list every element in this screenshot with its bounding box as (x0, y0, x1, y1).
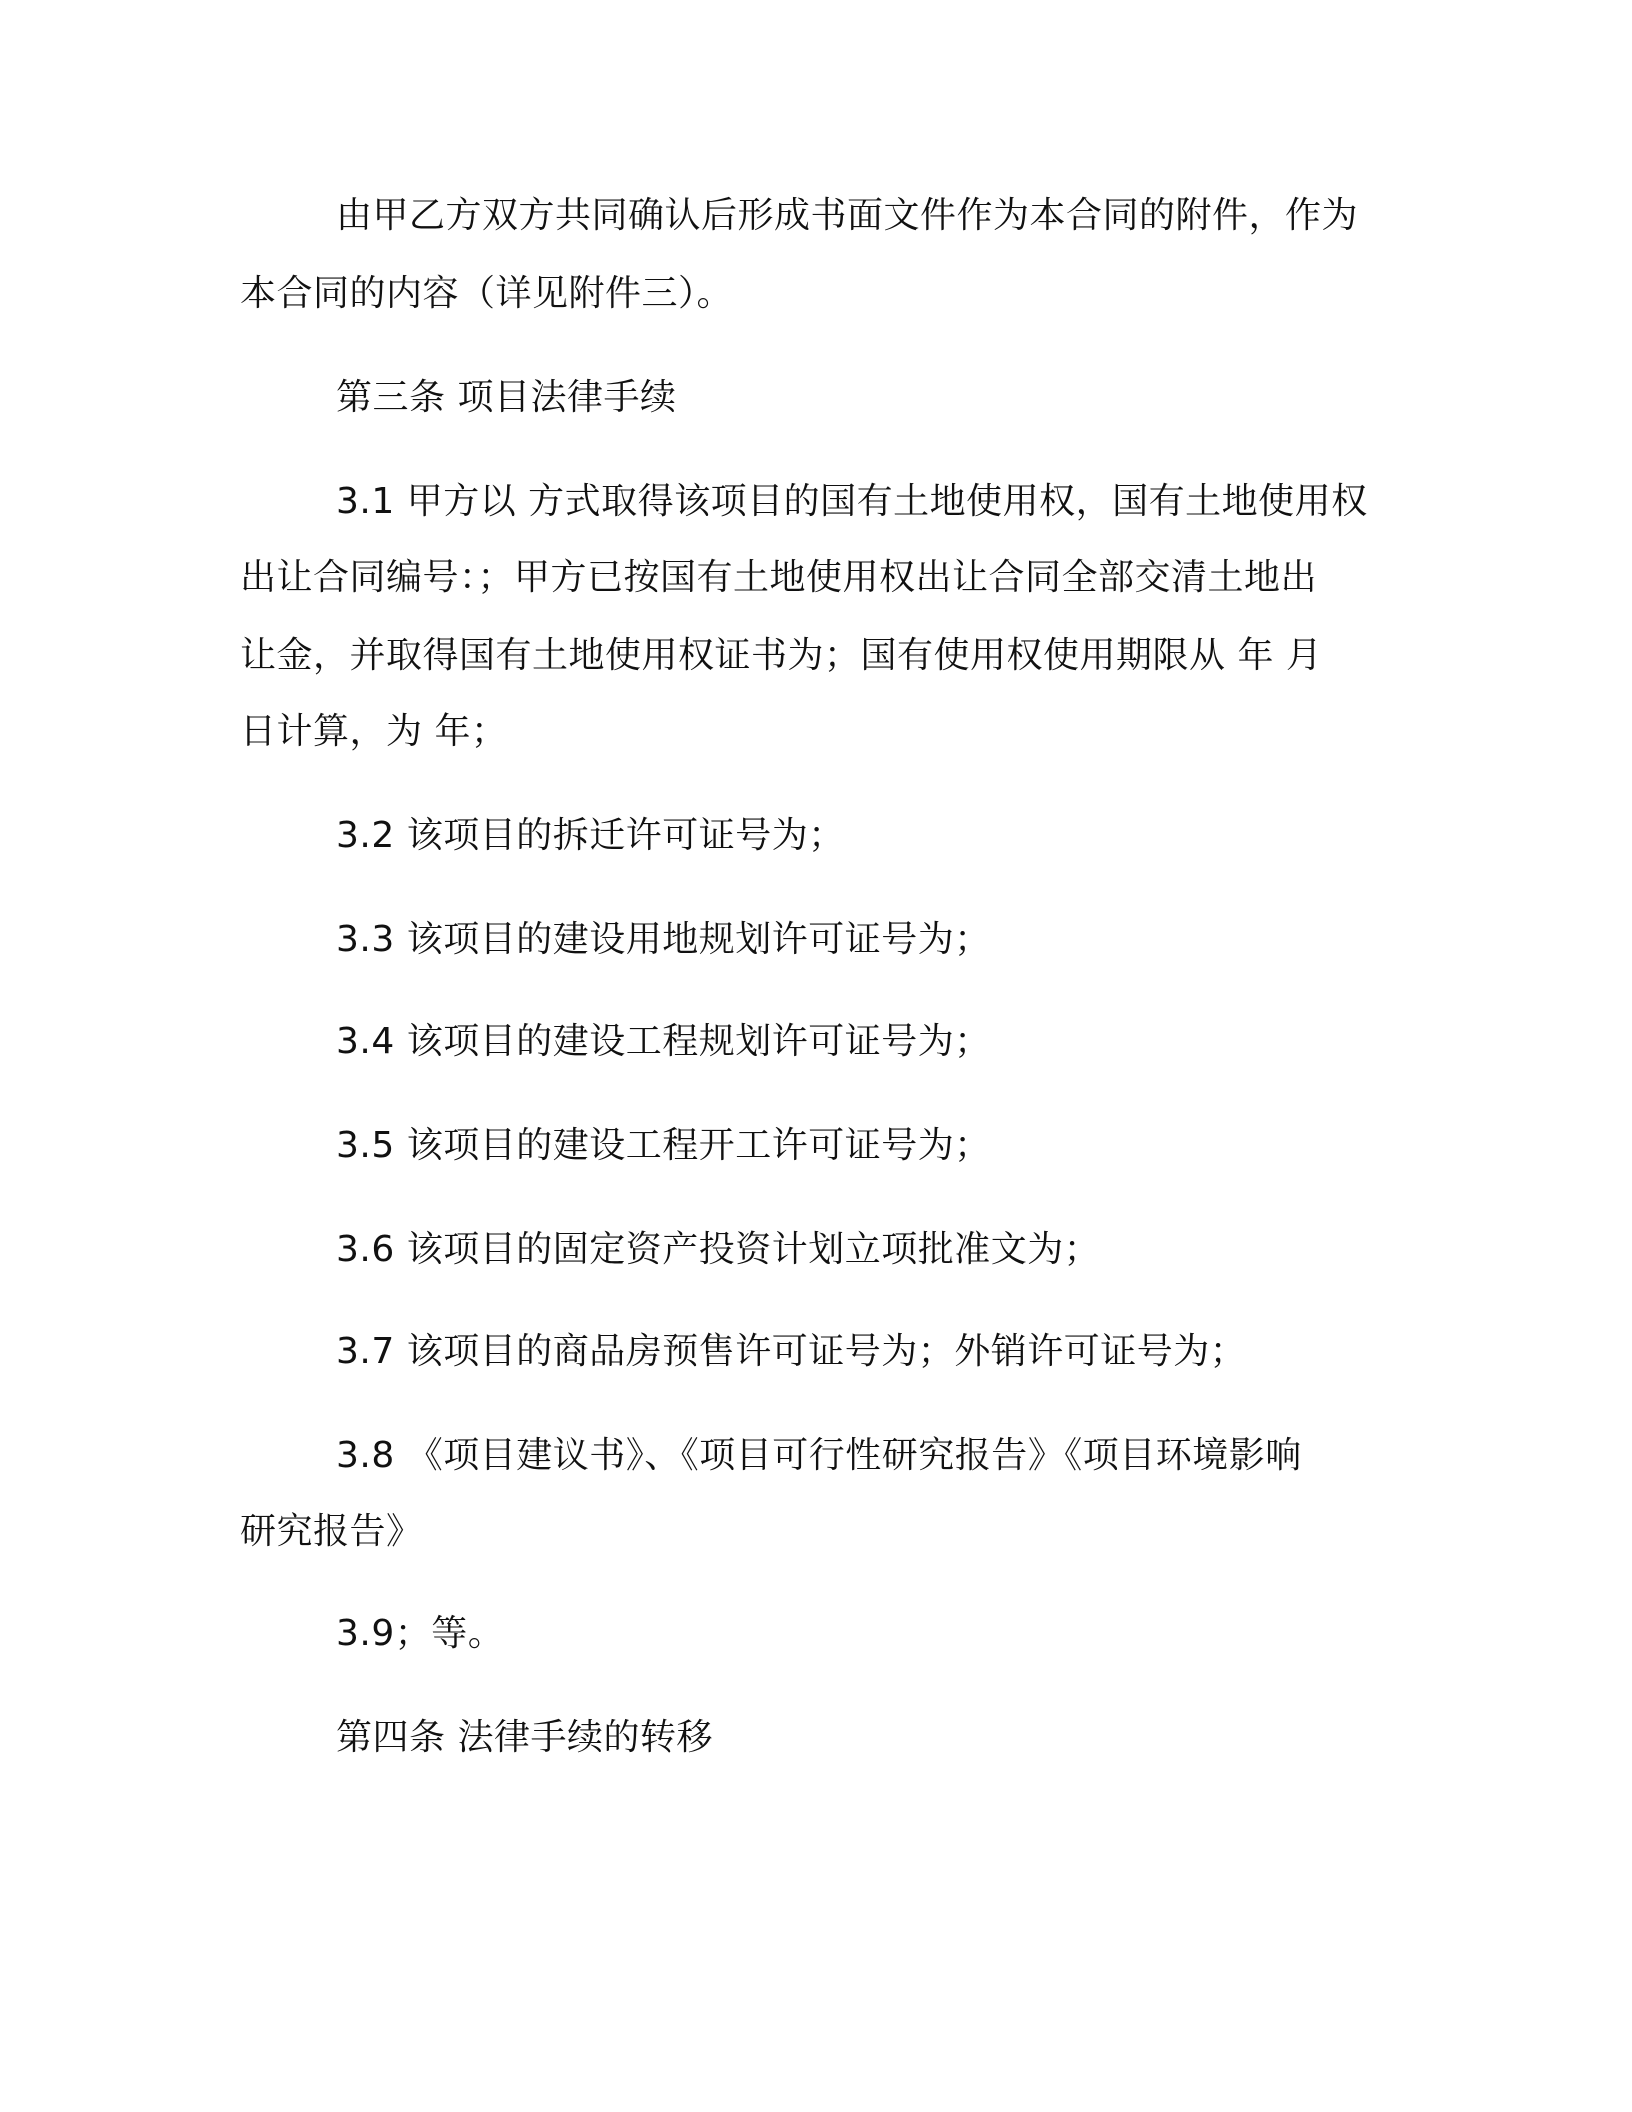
clause-3-1-line: 3.1 甲方以 方式取得该项目的国有土地使用权，国有土地使用权 (336, 481, 1368, 522)
clause-3-8-line: 研究报告》 (240, 1511, 423, 1552)
paragraph-line: 由甲乙方双方共同确认后形成书面文件作为本合同的附件，作为 (336, 195, 1359, 236)
section-heading-article-3: 第三条 项目法律手续 (336, 377, 677, 418)
clause-3-1-line: 让金，并取得国有土地使用权证书为；国有使用权使用期限从 年 月 (240, 635, 1323, 676)
clause-3-6: 3.6 该项目的固定资产投资计划立项批准文为； (336, 1229, 1101, 1270)
clause-3-8-line: 3.8 《项目建议书》、《项目可行性研究报告》《项目环境影响 (336, 1435, 1302, 1476)
clause-3-4: 3.4 该项目的建设工程规划许可证号为； (336, 1021, 991, 1062)
clause-3-1-line: 出让合同编号：；甲方已按国有土地使用权出让合同全部交清土地出 (240, 557, 1318, 598)
clause-3-1-line: 日计算，为 年； (240, 711, 508, 752)
clause-3-5: 3.5 该项目的建设工程开工许可证号为； (336, 1125, 991, 1166)
clause-3-9: 3.9；等。 (336, 1613, 505, 1654)
clause-3-7: 3.7 该项目的商品房预售许可证号为；外销许可证号为； (336, 1331, 1247, 1372)
clause-3-2: 3.2 该项目的拆迁许可证号为； (336, 815, 845, 856)
section-heading-article-4: 第四条 法律手续的转移 (336, 1717, 713, 1758)
clause-3-3: 3.3 该项目的建设用地规划许可证号为； (336, 919, 991, 960)
paragraph-line: 本合同的内容（详见附件三）。 (240, 273, 734, 314)
